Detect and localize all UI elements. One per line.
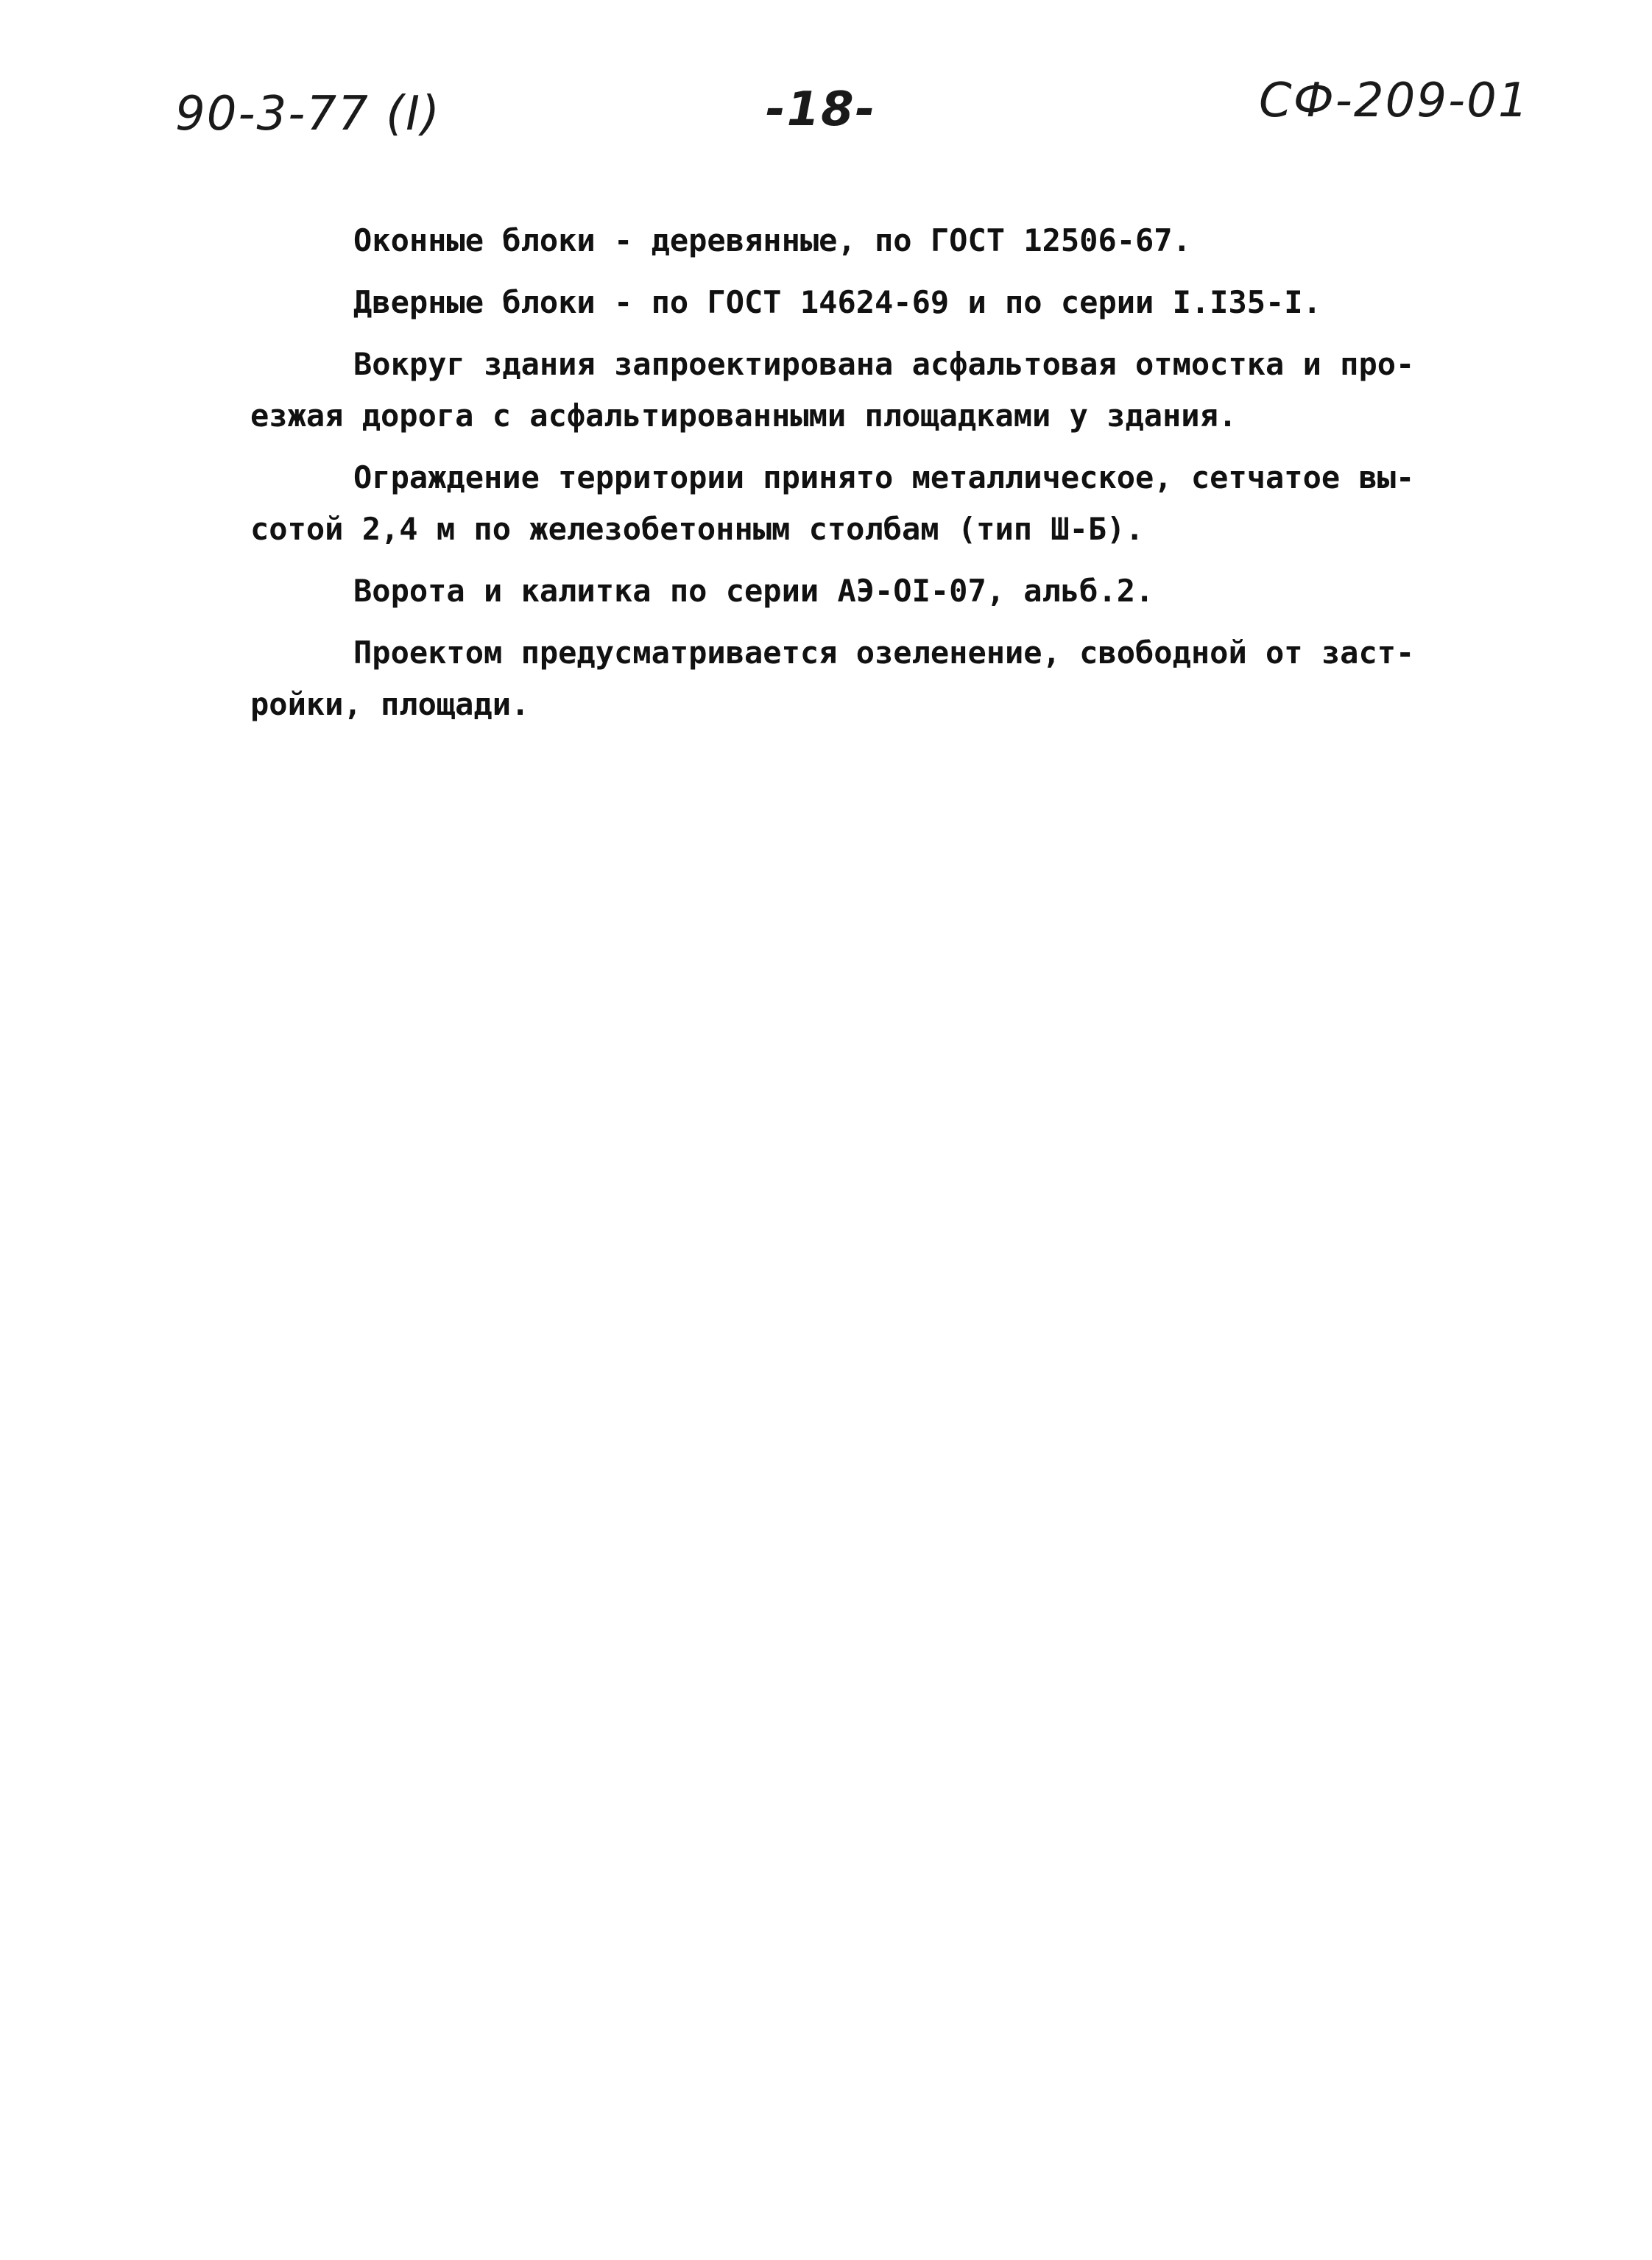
paragraph-fence <box>147 452 1494 555</box>
sheet-code: СФ-209-01 <box>1259 74 1530 128</box>
paragraph-window-blocks <box>147 215 1494 266</box>
page-number: -18- <box>766 82 877 137</box>
body-text <box>147 215 1494 741</box>
text-line: езжая дорога с асфальтированными площадками у здания. <box>250 398 1238 434</box>
paragraph-paving <box>147 339 1494 442</box>
document-code: 90-3-77 (I) <box>175 87 441 141</box>
paragraph-landscaping <box>147 627 1494 730</box>
text-line: сотой 2,4 м по железобетонным столбам (тип Ш-Б). <box>250 511 1144 547</box>
paragraph-door-blocks <box>147 277 1494 328</box>
text-line: Дверные блоки - по ГОСТ 14624-69 и по серии I.I35-I. <box>353 284 1321 320</box>
text-line: Вокруг здания запроектирована асфальтовая отмостка и про- <box>353 346 1415 382</box>
text-line: Проектом предусматривается озеленение, свободной от заст- <box>353 635 1415 671</box>
text-line: Ограждение территории принято металлическое, сетчатое вы- <box>353 459 1415 495</box>
text-line: ройки, площади. <box>250 686 530 722</box>
text-line: Ворота и калитка по серии АЭ-OI-07, альб.2. <box>353 573 1154 609</box>
paragraph-gates <box>147 565 1494 617</box>
text-line: Оконные блоки - деревянные, по ГОСТ 12506-67. <box>353 222 1191 258</box>
